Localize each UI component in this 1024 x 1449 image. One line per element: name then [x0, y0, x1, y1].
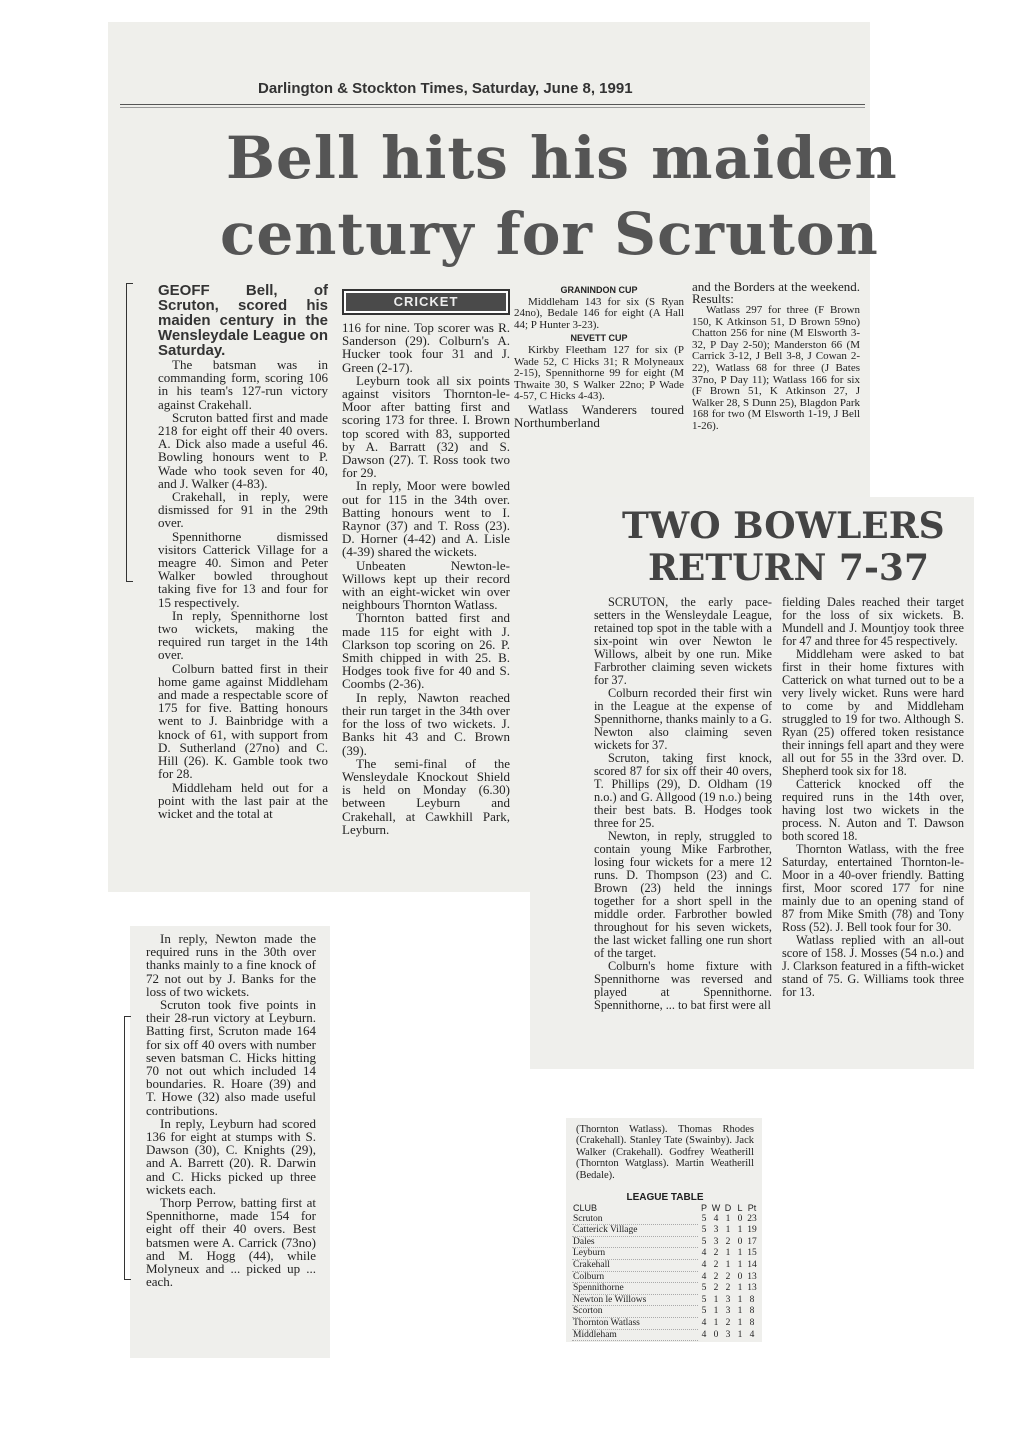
cell-points: 13 [747, 1283, 757, 1294]
header-points: Pt [747, 1203, 757, 1213]
cell-club: Scorton [572, 1306, 698, 1318]
paragraph: Thornton batted first and made 115 for eight with J. Clarkson top scoring on 26. P. Smith chipped in with 25. B. Hodges took five for 40 and S. Coombs (2-36). [342, 610, 510, 692]
cell-points: 23 [747, 1213, 757, 1224]
cell-club: Scruton [572, 1214, 698, 1225]
paragraph: In reply, Leyburn had scored 136 for eight at stumps with S. Dawson (30), C. Knights (29), and A. Barrett (20). R. Darwin and C. Hicks picked up three wickets each. [146, 1115, 316, 1197]
paragraph: Thornton Watlass, with the free Saturday, entertained Thornton-le-Moor in a 40-over friendly. Batting first, Moor scored 177 for nine mainly due to an opening stand of 87 from Mike Smith (78) and Tony Ross (52). J. Bell took four for 30. [782, 842, 964, 934]
headline-line-2: century for Scruton [220, 200, 879, 268]
column-1 [158, 283, 328, 820]
cell-won: 4 [713, 1213, 719, 1224]
cell-lost: 1 [737, 1259, 743, 1270]
league-table-row [572, 1271, 758, 1283]
paragraph: SCRUTON, the early pace-setters in the Wensleydale League, retained top spot in the table with a six-point win over Newton le Willows, albeit by one run. Mike Farbrother claiming seven wickets for 37. [594, 596, 772, 687]
paragraph: Watlass Wanderers toured Northumberland [514, 401, 684, 430]
cell-drawn: 3 [725, 1306, 731, 1317]
cell-club: Newton le Willows [572, 1294, 698, 1306]
league-table-title: LEAGUE TABLE [626, 1192, 704, 1203]
league-header-row [572, 1203, 758, 1214]
cell-lost: 0 [737, 1236, 743, 1247]
cell-played: 4 [701, 1271, 707, 1282]
cell-lost: 1 [737, 1283, 743, 1294]
cell-drawn: 1 [725, 1213, 731, 1224]
clip-bracket [126, 283, 133, 582]
league-table-row [572, 1236, 758, 1248]
paragraph: fielding Dales reached their target for the loss of six wickets. B. Mundell and J. Mountjoy took three for 47 and three for 45 respectively. [782, 596, 964, 648]
cell-club: Dales [572, 1236, 698, 1248]
cell-lost: 1 [737, 1294, 743, 1305]
league-table-row [572, 1283, 758, 1295]
paragraph: Thorp Perrow, batting first at Spennithorne, made 154 for eight off their 40 overs. Best batsmen were A. Carrick (73no) and M. Hogg (44), while Molyneux and ... picked up ... each. [146, 1195, 316, 1290]
paragraph: Unbeaten Newton-le-Willows kept up their record with an eight-wicket win over neighbours Thornton Watlass. [342, 557, 510, 613]
paragraph: Catterick knocked off the required runs in the 14th over, having lost two wickets in the process. N. Auton and T. Dawson both scored 18. [782, 777, 964, 843]
cell-drawn: 3 [725, 1329, 731, 1340]
reply-column [146, 932, 316, 1354]
cell-points: 17 [747, 1236, 757, 1247]
cell-club: Thornton Watlass [572, 1317, 698, 1329]
cell-drawn: 1 [725, 1248, 731, 1259]
cell-drawn: 1 [725, 1225, 731, 1236]
paragraph: Scruton took five points in their 28-run victory at Leyburn. Batting first, Scruton made 164 for six off 40 overs with number seven batsman C. Hicks hitting 70 not out which included 14 boundaries. R. Hoare (39) and T. Howe (32) also made useful contributions. [146, 997, 316, 1118]
cell-lost: 1 [737, 1306, 743, 1317]
league-table-row [572, 1306, 758, 1318]
league-table-row [572, 1214, 758, 1225]
lead-paragraph: GEOFF Bell, of Scruton, scored his maiden century in the Wensleydale League on Saturday. [158, 282, 328, 359]
column-2 [342, 321, 510, 836]
paragraph: In reply, Moor were bowled out for 115 in the 34th over. Batting honours went to I. Raynor (37) and T. Ross (23). D. Horner (4-42) and A. Lisle (4-39) shared the wickets. [342, 478, 510, 560]
cell-played: 5 [701, 1294, 707, 1305]
header-lost: L [737, 1203, 743, 1213]
league-table [572, 1203, 758, 1341]
paragraph: Leyburn took all six points against visitors Thornton-le-Moor after batting first and scoring 173 for three. I. Brown top scored with 83, supported by A. Barratt (32) and S. Dawson (27). T. Ross took two for 29. [342, 372, 510, 481]
bowlers-right-column [782, 596, 964, 1062]
cell-won: 2 [713, 1283, 719, 1294]
masthead-rule [120, 104, 865, 105]
cell-drawn: 1 [725, 1259, 731, 1270]
masthead-rule-thin [120, 107, 865, 108]
header-played: P [700, 1203, 707, 1213]
league-table-row [572, 1248, 758, 1260]
paragraph: Spennithorne dismissed visitors Catterick Village for a meagre 40. Simon and Peter Walker bowled throughout taking five for 13 and four for 15 respectively. [158, 528, 328, 610]
cell-points: 15 [747, 1248, 757, 1259]
cell-played: 5 [701, 1283, 707, 1294]
paragraph: Colburn batted first in their home game against Middleham and made a respectable score of 175 for five. Batting honours went to J. Bainbridge with a knock of 61, with support from D. Sutherland (27no) and C. Hill (26). K. Gamble took two for 28. [158, 660, 328, 782]
cell-drawn: 2 [725, 1317, 731, 1328]
cell-points: 13 [747, 1271, 757, 1282]
paragraph: (Thornton Watlass). Thomas Rhodes (Crakehall). Stanley Tate (Swainby). Jack Walker (Crakehall). Godfrey Weatherill (Thornton Watglass). Martin Weatherill (Bedale). [576, 1124, 754, 1181]
cell-drawn: 3 [725, 1294, 731, 1305]
cell-points: 4 [749, 1329, 755, 1340]
paragraph: Colburn's home fixture with Spennithorne was reversed and played at Spennithorne. Spennithorne, ... to bat first were all [594, 959, 772, 1012]
league-intro [576, 1124, 754, 1181]
cell-won: 3 [713, 1236, 719, 1247]
bowlers-headline-2: RETURN 7-37 [648, 547, 929, 589]
paragraph: Scruton, taking first knock, scored 87 for six off their 40 overs, T. Phillips (29), D. Oldham (19 n.o.) and G. Allgood (19 n.o.) being their best bats. B. Hodges took three for 25. [594, 751, 772, 830]
cell-lost: 1 [737, 1317, 743, 1328]
masthead: Darlington & Stockton Times, Saturday, June 8, 1991 [258, 80, 633, 97]
cell-played: 4 [701, 1248, 707, 1259]
cell-points: 14 [747, 1259, 757, 1270]
cell-played: 5 [701, 1213, 707, 1224]
league-table-block [572, 1192, 758, 1341]
paragraph: The semi-final of the Wensleydale Knockout Shield is held on Monday (6.30) between Leyburn and Crakehall, at Cawkhill Park, Leyburn. [342, 755, 510, 837]
cell-lost: 1 [737, 1225, 743, 1236]
cell-lost: 1 [737, 1329, 743, 1340]
league-table-row [572, 1225, 758, 1237]
cell-won: 1 [713, 1306, 719, 1317]
cell-lost: 0 [737, 1271, 743, 1282]
cell-drawn: 2 [725, 1271, 731, 1282]
cell-won: 2 [713, 1259, 719, 1270]
paragraph: and the Borders at the weekend. Results: [692, 279, 860, 306]
paragraph: Colburn recorded their first win in the League at the expense of Spennithorne, thanks mainly to a G. Newton also claiming seven wickets for 37. [594, 686, 772, 752]
league-table-row [572, 1329, 758, 1341]
paragraph: The batsman was in commanding form, scoring 106 in his team's 127-run victory against Crakehall. [158, 357, 328, 412]
cell-club: Crakehall [572, 1259, 698, 1271]
cell-points: 19 [747, 1225, 757, 1236]
paragraph: In reply, Nawton reached their run target in the 34th over for the loss of two wickets. J. Banks hit 43 and C. Brown (39). [342, 689, 510, 758]
cell-played: 5 [701, 1306, 707, 1317]
header-won: W [711, 1203, 721, 1213]
cell-club: Colburn [572, 1271, 698, 1283]
league-table-row [572, 1259, 758, 1271]
cell-won: 2 [713, 1271, 719, 1282]
paragraph: Scruton batted first and made 218 for eight off their 40 overs. A. Dick also made a useful 46. Bowling honours went to P. Wade who took seven for 40, and J. Walker (4-83). [158, 409, 328, 491]
subheading-granindon-cup: GRANINDON CUP [560, 285, 638, 295]
cell-points: 8 [749, 1317, 755, 1328]
cell-points: 8 [749, 1294, 755, 1305]
cell-won: 1 [713, 1294, 719, 1305]
bowlers-left-column [594, 596, 772, 1062]
cell-lost: 0 [737, 1213, 743, 1224]
league-table-row [572, 1294, 758, 1306]
cell-drawn: 2 [725, 1283, 731, 1294]
paragraph: Crakehall, in reply, were dismissed for 91 in the 29th over. [158, 489, 328, 531]
bowlers-headline-1: TWO BOWLERS [622, 505, 945, 547]
cell-won: 0 [713, 1329, 719, 1340]
clip-bracket [124, 1016, 131, 1280]
cell-drawn: 2 [725, 1236, 731, 1247]
paragraph: Middleham held out for a point with the last pair at the wicket and the total at [158, 779, 328, 821]
cell-club: Leyburn [572, 1248, 698, 1260]
paragraph: In reply, Spennithorne lost two wickets, making the required run target in the 14th over. [158, 607, 328, 663]
league-table-body [572, 1214, 758, 1341]
cell-played: 5 [701, 1236, 707, 1247]
paragraph: Middleham were asked to bat first in their home fixtures with Catterick on what turned out to be a very lively wicket. Runs were hard to come by and Middleham struggled to 19 for two. Although S. Ryan (25) offered token resistance their innings fell apart and they were all out for 55 in the 33rd over. D. Shepherd took six for 18. [782, 647, 964, 778]
cricket-tag-label: CRICKET [346, 293, 506, 311]
paragraph: Watlass replied with an all-out score of 158. J. Mosses (54 n.o.) and J. Clarkson featured in a fifth-wicket stand of 75. G. Williams took three for 13. [782, 933, 964, 999]
league-table-row [572, 1317, 758, 1329]
headline-line-1: Bell hits his maiden [226, 124, 898, 192]
paragraph: 116 for nine. Top scorer was R. Sanderson (29). Colburn's A. Hucker took four 31 and J. Green (2-17). [342, 320, 510, 375]
cell-played: 4 [701, 1329, 707, 1340]
cricket-section-tag [342, 289, 510, 315]
cell-won: 3 [713, 1225, 719, 1236]
cell-played: 5 [701, 1225, 707, 1236]
cell-club: Catterick Village [572, 1225, 698, 1237]
cell-points: 8 [749, 1306, 755, 1317]
cell-club: Middleham [572, 1329, 698, 1341]
paragraph: Newton, in reply, struggled to contain young Mike Farbrother, losing four wickets for a mere 12 runs. D. Thompson (23) and C. Brown (23) held the innings together for a short spell in the middle order. Farbrother bowled throughout for his seven wickets, the last wicket falling one run short of the target. [594, 829, 772, 960]
cell-played: 4 [701, 1317, 707, 1328]
cell-played: 4 [701, 1259, 707, 1270]
paragraph: Kirkby Fleetham 127 for six (P Wade 52, C Hicks 31; R Molyneaux 2-15), Spennithorne 99 for eight (M Thwaite 30, S Walker 22no; P Wade 4-57, C Hicks 4-43). [514, 343, 684, 403]
header-drawn: D [724, 1203, 732, 1213]
column-4 [692, 281, 860, 433]
subheading-nevett-cup: NEVETT CUP [570, 333, 628, 344]
cell-won: 1 [713, 1317, 719, 1328]
cell-lost: 1 [737, 1248, 743, 1259]
header-club: CLUB [573, 1203, 598, 1213]
cell-won: 2 [713, 1248, 719, 1259]
cell-club: Spennithorne [572, 1283, 698, 1295]
paragraph: Middleham 143 for six (S Ryan 24no), Bedale 146 for eight (A Hall 44; P Hunter 3-23). [514, 295, 684, 331]
column-3 [514, 283, 684, 429]
paragraph: Watlass 297 for three (F Brown 150, K Atkinson 51, D Brown 59no) Chatton 256 for nine (M Elsworth 3-32, P Day 2-50); Manderston 66 (M Carrick 3-12, J Bell 3-8, J Cowan 2-22), Watlass 68 for three (J Bates 37no, P Day 11); Watlass 166 for six (F Brown 51, K Atkinson 27, J Walker 28, S Dunn 25), Blagdon Park 168 for two (M Elsworth 1-19, J Bell 1-26). [692, 304, 860, 432]
paragraph: In reply, Newton made the required runs in the 30th over thanks mainly to a fine knock of 72 not out by J. Banks for the loss of two wickets. [146, 932, 316, 999]
